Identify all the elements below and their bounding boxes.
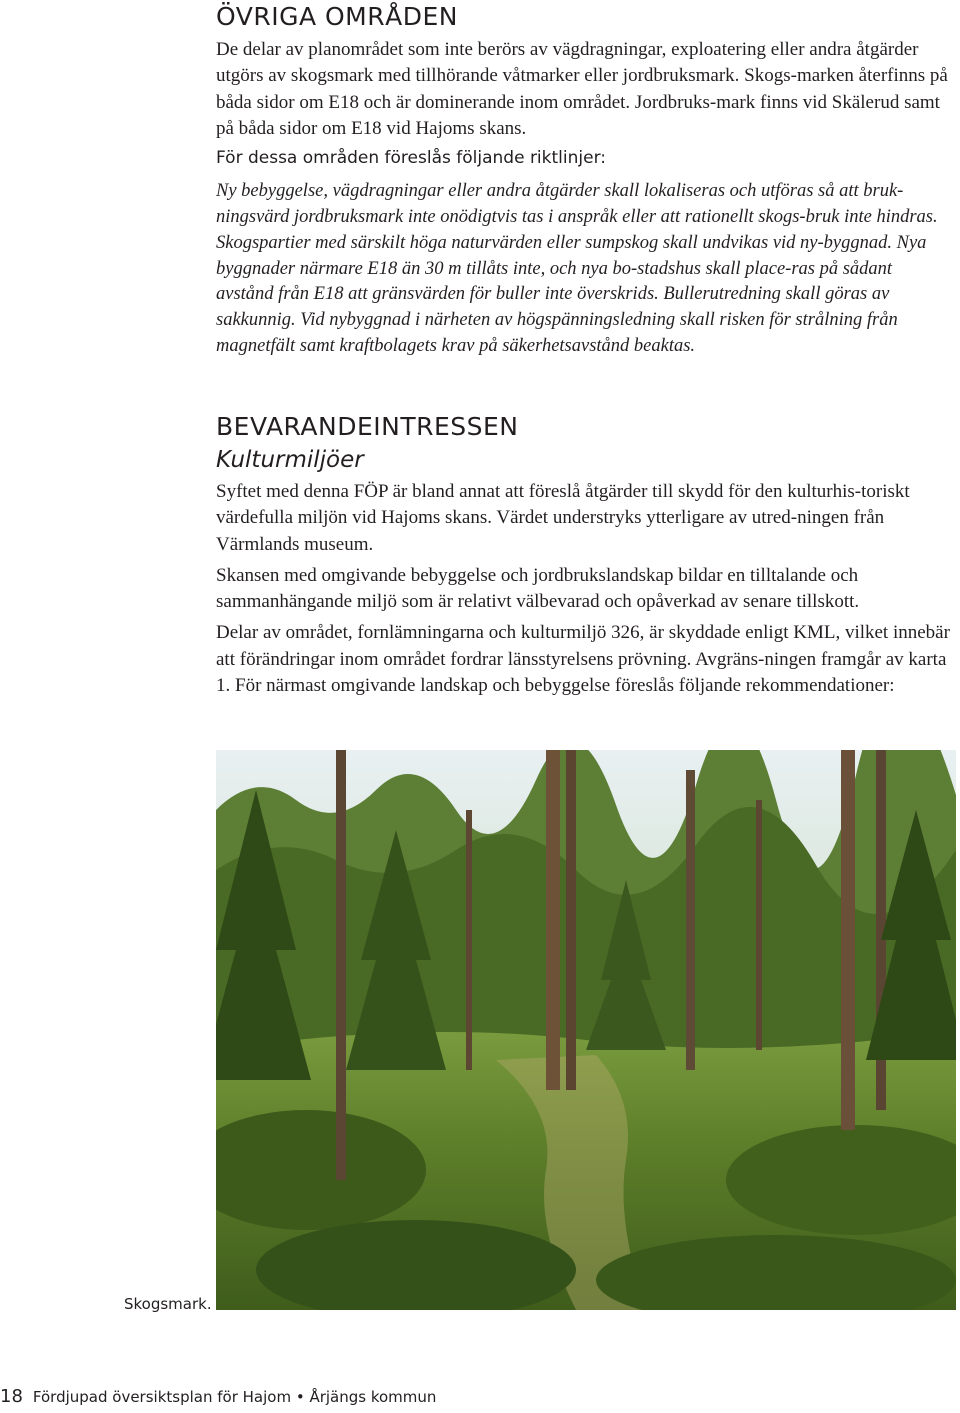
guidelines-lead: För dessa områden föreslås följande riktlinjer: bbox=[216, 148, 606, 169]
section-ovriga-omraden bbox=[216, 2, 952, 360]
guidelines-text: Ny bebyggelse, vägdragningar eller andra åtgärder skall lokaliseras och utföras så att bruk-ningsvärd jordbruksmark inte onödigtvis tas i anspråk eller att rationellt skogs-bruk inte hindras. Skogspartier med särskilt höga naturvärden eller sumpskog skall undvikas vid ny-byggnad. Nya byggnader närmare E18 än 30 m tillåts inte, och nya bo-stadshus skall place-ras på sådant avstånd från E18 att gränsvärden för buller inte överskrids. Bullerutredning skall göras av sakkunnig. Vid nybyggnad i närheten av högspänningsledning skall risken för strålning från magnetfält samt kraftbolagets krav på säkerhetsavstånd beaktas. bbox=[216, 181, 938, 356]
section-heading: ÖVRIGA OMRÅDEN bbox=[216, 2, 458, 31]
section-heading: BEVARANDEINTRESSEN bbox=[216, 412, 519, 441]
subsection-heading: Kulturmiljöer bbox=[216, 447, 364, 473]
body-paragraph: De delar av planområdet som inte berörs av vägdragningar, exploatering eller andra åtgärder utgörs av skogsmark med tillhörande våtmarker eller jordbruksmark. Skogs-marken återfinns på båda sidor om E18 och är dominerande inom området. Jordbruks-mark finns vid Skälerud samt på båda sidor om E18 vid Hajoms skans. bbox=[216, 39, 948, 139]
section-bevarandeintressen bbox=[216, 412, 952, 699]
forest-illustration bbox=[216, 750, 956, 1310]
photo-caption: Skogsmark. bbox=[124, 1295, 212, 1313]
body-paragraph: Skansen med omgivande bebyggelse och jordbrukslandskap bildar en tilltalande och sammanhängande miljö som är relativt välbevarad och opåverkad av senare tillskott. bbox=[216, 564, 860, 613]
page-number: 18 bbox=[0, 1386, 23, 1407]
footer-title: Fördjupad översiktsplan för Hajom • Årjängs kommun bbox=[32, 1388, 437, 1406]
page-footer bbox=[0, 1387, 436, 1407]
body-paragraph: Syftet med denna FÖP är bland annat att föreslå åtgärder till skydd för den kulturhis-toriskt värdefulla miljön vid Hajoms skans. Värdet understryks ytterligare av utred-ningen från Värmlands museum. bbox=[216, 481, 910, 555]
body-paragraph: Delar av området, fornlämningarna och kulturmiljö 326, är skyddade enligt KML, vilket innebär att förändringar inom området fordrar länsstyrelsens prövning. Avgräns-ningen framgår av karta 1. För närmast omgivande landskap och bebyggelse föreslås följande rekommendationer: bbox=[216, 622, 950, 697]
forest-photo bbox=[216, 750, 956, 1310]
